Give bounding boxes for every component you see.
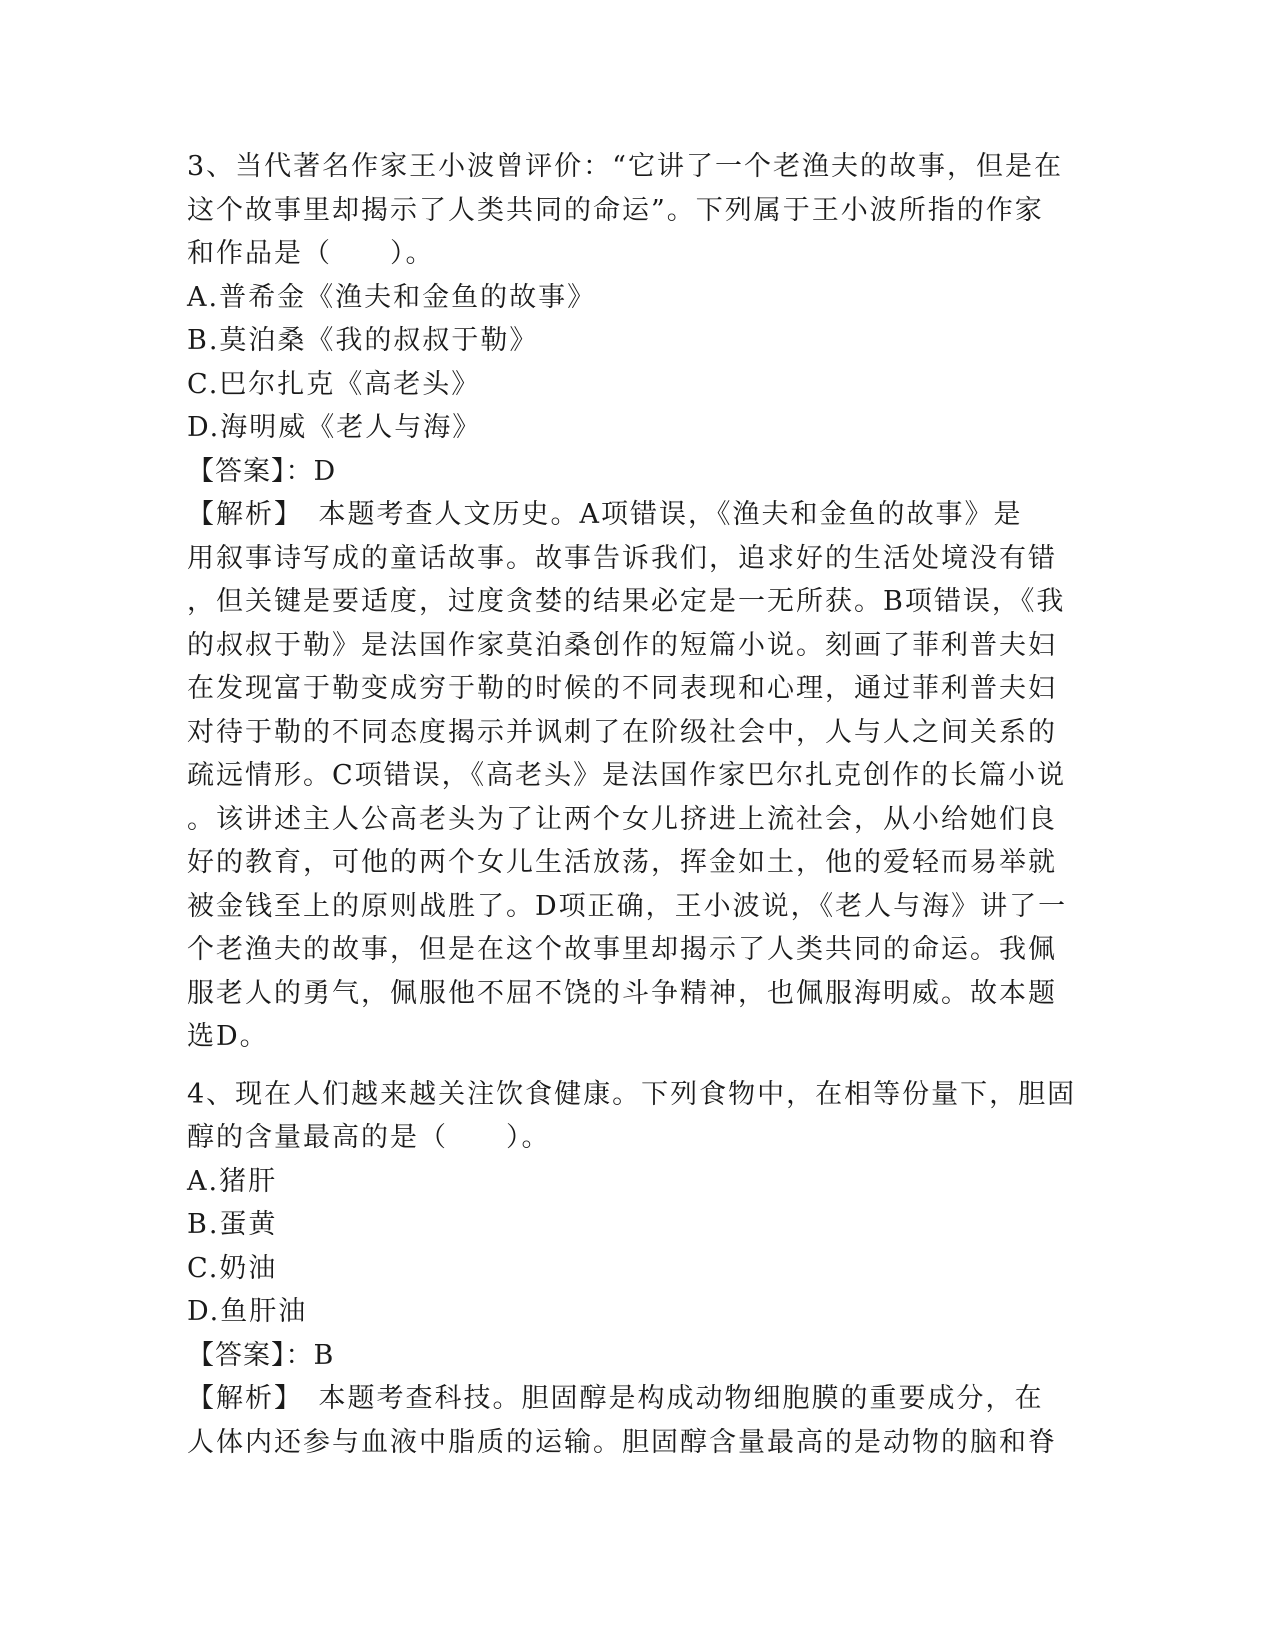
option-a: A.猪肝 — [187, 1165, 278, 1197]
question-stem-line: 和作品是（ ）。 — [187, 238, 435, 269]
question-stem-line: 醇的含量最高的是（ ）。 — [187, 1122, 551, 1153]
question-stem-line: 4、现在人们越来越关注饮食健康。下列食物中，在相等份量下，胆固 — [187, 1078, 1077, 1110]
answer-line: 【答案】：D — [187, 455, 337, 487]
option-a: A.普希金《渔夫和金鱼的故事》 — [187, 281, 597, 313]
explanation-line: 好的教育，可他的两个女儿生活放荡，挥金如土，他的爱轻而易举就 — [187, 847, 1057, 878]
option-d: D.鱼肝油 — [187, 1296, 308, 1327]
explanation-line: 在发现富于勒变成穷于勒的时候的不同表现和心理，通过菲利普夫妇 — [187, 673, 1057, 704]
question-stem-line: 这个故事里却揭示了人类共同的命运”。下列属于王小波所指的作家 — [187, 194, 1044, 226]
option-b: B.蛋黄 — [187, 1209, 278, 1240]
answer-line: 【答案】：B — [187, 1339, 335, 1371]
option-c: C.奶油 — [187, 1252, 278, 1284]
explanation-line: 个老渔夫的故事，但是在这个故事里却揭示了人类共同的命运。我佩 — [187, 934, 1057, 965]
explanation-line: 【解析】 本题考查人文历史。A项错误，《渔夫和金鱼的故事》是 — [187, 499, 1023, 530]
option-d: D.海明威《老人与海》 — [187, 412, 482, 443]
option-c: C.巴尔扎克《高老头》 — [187, 368, 481, 400]
explanation-line: 疏远情形。C项错误，《高老头》是法国作家巴尔扎克创作的长篇小说 — [187, 760, 1067, 791]
explanation-line: 的叔叔于勒》是法国作家莫泊桑创作的短篇小说。刻画了菲利普夫妇 — [187, 629, 1057, 661]
explanation-line: 被金钱至上的原则战胜了。D项正确，王小波说，《老人与海》讲了一 — [187, 890, 1068, 922]
explanation-line: 对待于勒的不同态度揭示并讽刺了在阶级社会中，人与人之间关系的 — [187, 716, 1057, 748]
question-stem-line: 3、当代著名作家王小波曾评价：“它讲了一个老渔夫的故事，但是在 — [187, 151, 1063, 182]
explanation-line: ，但关键是要适度，过度贪婪的结果必定是一无所获。B项错误，《我 — [187, 586, 1066, 617]
explanation-line: 人体内还参与血液中脂质的运输。胆固醇含量最高的是动物的脑和脊 — [187, 1426, 1057, 1458]
document-page — [187, 145, 1087, 1470]
explanation-line: 服老人的勇气，佩服他不屈不饶的斗争精神，也佩服海明威。故本题 — [187, 977, 1057, 1009]
explanation-line: 【解析】 本题考查科技。胆固醇是构成动物细胞膜的重要成分，在 — [187, 1383, 1044, 1414]
explanation-line: 选D。 — [187, 1021, 269, 1052]
explanation-line: 用叙事诗写成的童话故事。故事告诉我们，追求好的生活处境没有错 — [187, 542, 1057, 574]
option-b: B.莫泊桑《我的叔叔于勒》 — [187, 325, 539, 356]
explanation-line: 。该讲述主人公高老头为了让两个女儿挤进上流社会，从小给她们良 — [187, 803, 1057, 835]
question-4 — [187, 1073, 1087, 1465]
question-3 — [187, 145, 1087, 1059]
